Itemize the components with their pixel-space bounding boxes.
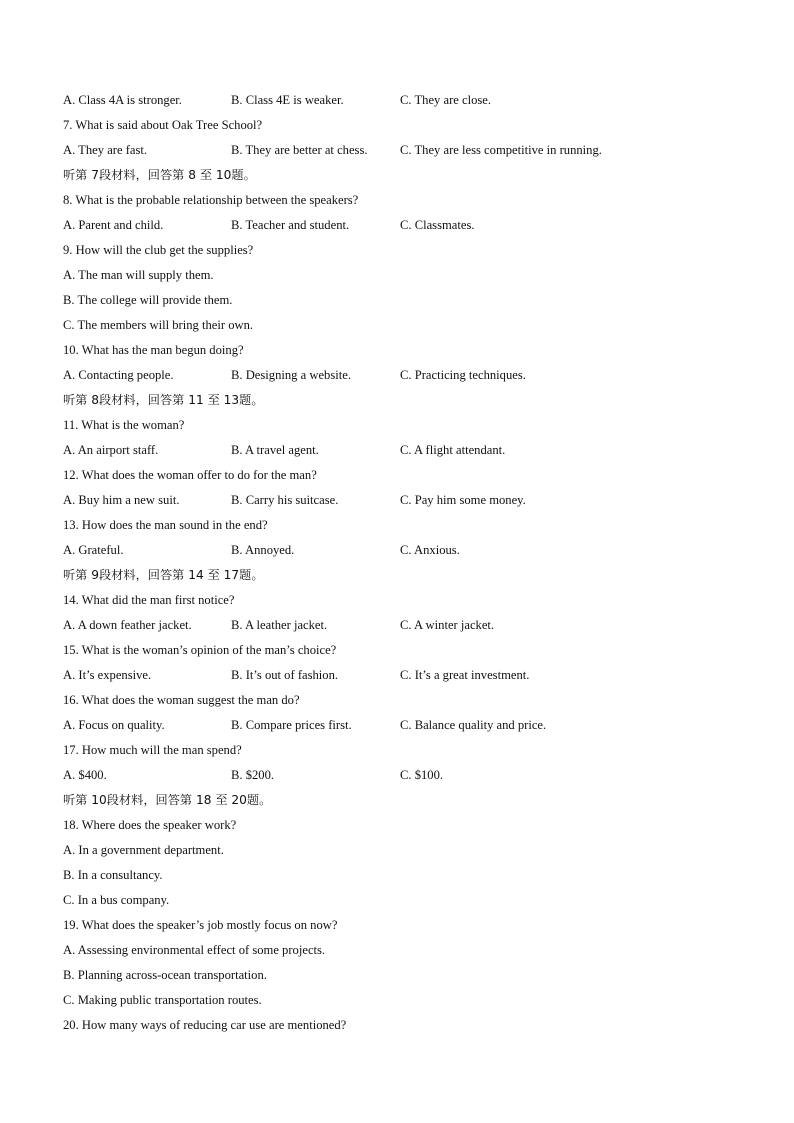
answer-option: B. A travel agent. — [231, 443, 319, 457]
answer-option: A. They are fast. — [63, 143, 148, 157]
answer-option: B. Planning across-ocean transportation. — [63, 968, 267, 982]
question-text: 16. What does the woman suggest the man do? — [63, 693, 300, 707]
question-text: 7. What is said about Oak Tree School? — [63, 118, 263, 132]
question-text: 15. What is the woman’s opinion of the man’s choice? — [63, 643, 337, 657]
question-text: 8. What is the probable relationship between the speakers? — [63, 193, 359, 207]
question-text: 17. How much will the man spend? — [63, 743, 242, 757]
question-text: 10. What has the man begun doing? — [63, 343, 244, 357]
option-row — [63, 88, 743, 113]
option-row — [63, 763, 743, 788]
answer-option: B. The college will provide them. — [63, 293, 233, 307]
answer-option: B. They are better at chess. — [231, 143, 368, 157]
section-instruction: 听第 9段材料，回答第 14 至 17题。 — [63, 568, 264, 582]
answer-option: A. Contacting people. — [63, 368, 174, 382]
question-text: 14. What did the man first notice? — [63, 593, 235, 607]
answer-option: A. Buy him a new suit. — [63, 493, 180, 507]
answer-option: C. $100. — [400, 768, 444, 782]
answer-option: B. It’s out of fashion. — [231, 668, 339, 682]
option-row — [63, 363, 743, 388]
option-row — [63, 138, 743, 163]
question-text: 18. Where does the speaker work? — [63, 818, 237, 832]
answer-option: A. Parent and child. — [63, 218, 164, 232]
answer-option: C. Balance quality and price. — [400, 718, 547, 732]
question-text: 13. How does the man sound in the end? — [63, 518, 268, 532]
answer-option: C. Pay him some money. — [400, 493, 526, 507]
answer-option: B. In a consultancy. — [63, 868, 163, 882]
answer-option: C. In a bus company. — [63, 893, 170, 907]
answer-option: C. Making public transportation routes. — [63, 993, 262, 1007]
answer-option: A. Grateful. — [63, 543, 124, 557]
answer-option: B. A leather jacket. — [231, 618, 328, 632]
answer-option: B. $200. — [231, 768, 275, 782]
answer-option: B. Compare prices first. — [231, 718, 352, 732]
answer-option: A. $400. — [63, 768, 107, 782]
answer-option: A. It’s expensive. — [63, 668, 152, 682]
answer-option: A. An airport staff. — [63, 443, 159, 457]
exam-page — [63, 88, 743, 1038]
question-text: 9. How will the club get the supplies? — [63, 243, 254, 257]
answer-option: C. A flight attendant. — [400, 443, 506, 457]
option-row — [63, 538, 743, 563]
option-row — [63, 488, 743, 513]
answer-option: B. Designing a website. — [231, 368, 351, 382]
option-row — [63, 713, 743, 738]
question-text: 20. How many ways of reducing car use are mentioned? — [63, 1018, 347, 1032]
answer-option: C. Anxious. — [400, 543, 460, 557]
option-row — [63, 213, 743, 238]
answer-option: A. Focus on quality. — [63, 718, 165, 732]
option-row — [63, 613, 743, 638]
answer-option: C. Practicing techniques. — [400, 368, 526, 382]
option-row — [63, 663, 743, 688]
answer-option: A. A down feather jacket. — [63, 618, 192, 632]
answer-option: C. They are close. — [400, 93, 492, 107]
answer-option: C. The members will bring their own. — [63, 318, 254, 332]
answer-option: C. They are less competitive in running. — [400, 143, 602, 157]
section-instruction: 听第 10段材料，回答第 18 至 20题。 — [63, 793, 272, 807]
option-row — [63, 438, 743, 463]
answer-option: A. Assessing environmental effect of some projects. — [63, 943, 326, 957]
section-instruction: 听第 7段材料，回答第 8 至 10题。 — [63, 168, 256, 182]
answer-option: B. Teacher and student. — [231, 218, 350, 232]
answer-option: A. Class 4A is stronger. — [63, 93, 182, 107]
answer-option: A. The man will supply them. — [63, 268, 214, 282]
answer-option: B. Class 4E is weaker. — [231, 93, 344, 107]
answer-option: C. A winter jacket. — [400, 618, 495, 632]
answer-option: B. Annoyed. — [231, 543, 295, 557]
answer-option: B. Carry his suitcase. — [231, 493, 339, 507]
answer-option: A. In a government department. — [63, 843, 224, 857]
answer-option: C. It’s a great investment. — [400, 668, 530, 682]
section-instruction: 听第 8段材料，回答第 11 至 13题。 — [63, 393, 264, 407]
question-text: 12. What does the woman offer to do for the man? — [63, 468, 317, 482]
answer-option: C. Classmates. — [400, 218, 475, 232]
question-text: 19. What does the speaker’s job mostly focus on now? — [63, 918, 338, 932]
question-text: 11. What is the woman? — [63, 418, 185, 432]
